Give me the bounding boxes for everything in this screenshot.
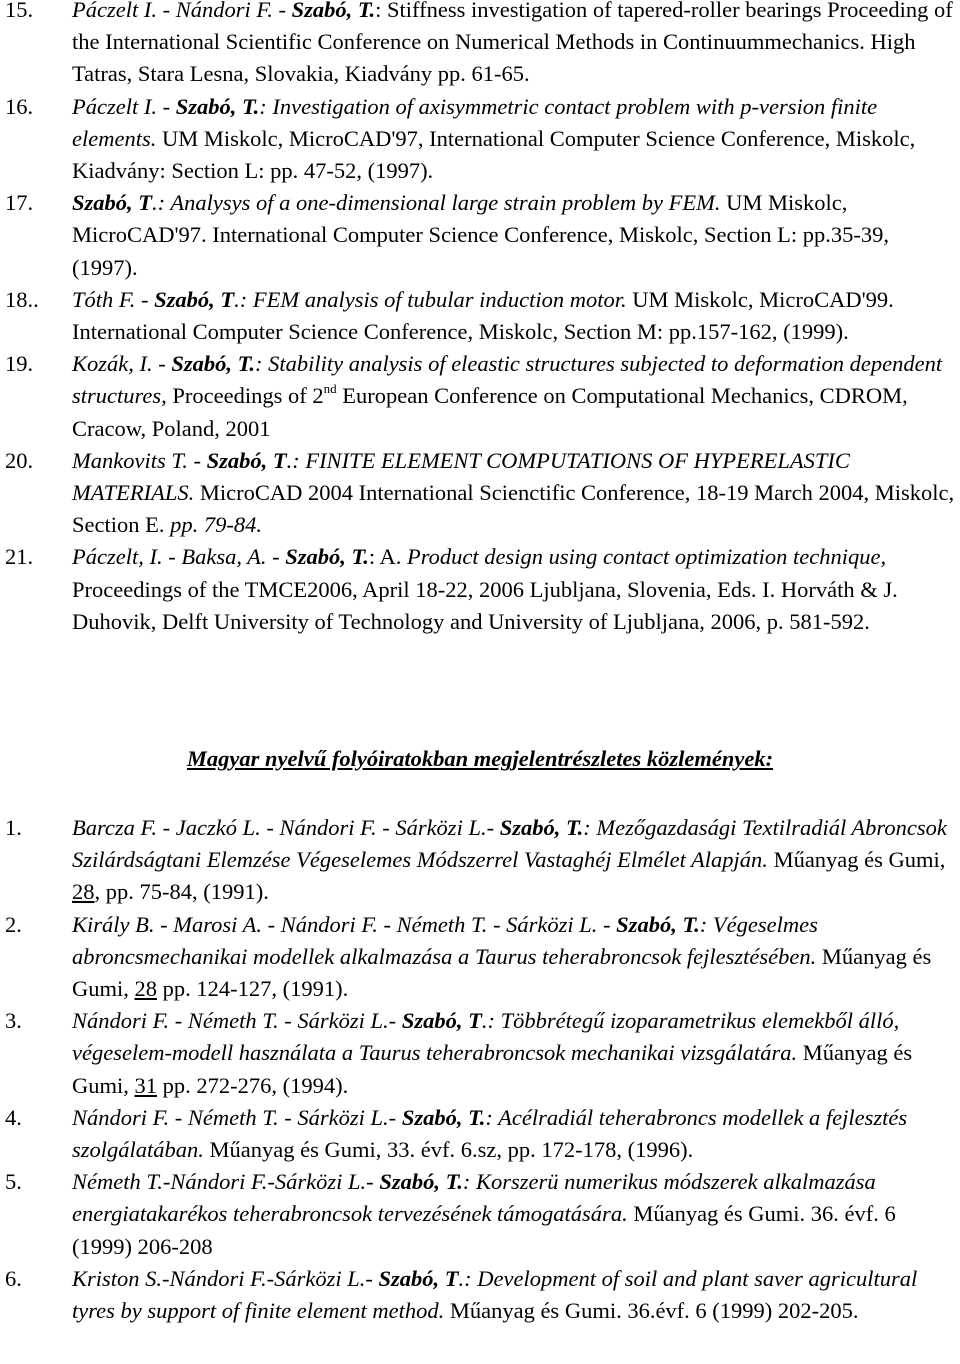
text-run: Páczelt I. - Nándori F. - bbox=[72, 0, 292, 22]
reference-item bbox=[5, 445, 960, 542]
reference-text bbox=[72, 287, 894, 344]
text-run: UM Miskolc, MicroCAD'99. International Computer Science Conference, Miskolc, Section M: pp.157-162, (1999). bbox=[72, 286, 894, 345]
text-run: .: Development of soil and plant saver agricultural tyres by support of finite element method. bbox=[72, 1265, 918, 1324]
text-run: Király B. - Marosi A. - Nándori F. - Németh T. - Sárközi L. - bbox=[72, 911, 617, 937]
text-run: Műanyag és Gumi, bbox=[767, 847, 946, 873]
text-run: Szabó, T bbox=[378, 1265, 459, 1291]
text-run: Kriston S.-Nándori F.-Sárközi L.- bbox=[72, 1265, 379, 1291]
text-run: Product design using contact optimization technique, bbox=[407, 544, 887, 570]
text-run: : Korszerü numerikus módszerek alkalmazása energiatakarékos teherabroncsok tervezésének támogatására. bbox=[72, 1169, 876, 1227]
text-run: : A. bbox=[368, 544, 407, 570]
text-run: MicroCAD 2004 International Scienctific Conference, 18-19 March 2004, Miskolc, Section E. bbox=[72, 480, 955, 538]
reference-number: 1. bbox=[5, 815, 22, 840]
text-run: : Acélradiál teherabroncs modellek a fejlesztés szolgálatában. bbox=[72, 1104, 908, 1163]
reference-text bbox=[72, 1169, 896, 1258]
reference-item bbox=[5, 909, 960, 1006]
reference-item bbox=[5, 812, 960, 909]
text-run: .: FINITE ELEMENT COMPUTATIONS OF HYPERELASTIC MATERIALS. bbox=[72, 447, 850, 506]
text-run: pp. 272-276, (1994). bbox=[157, 1072, 349, 1098]
text-run: Szabó, T. bbox=[171, 351, 255, 377]
reference-text bbox=[72, 190, 889, 279]
section-heading: Magyar nyelvű folyóiratokban megjelentrészletes közlemények: bbox=[186, 746, 774, 771]
text-run: , pp. 75-84, (1991). bbox=[94, 879, 269, 905]
text-run: Páczelt I. - bbox=[72, 93, 176, 119]
superscript: nd bbox=[323, 381, 337, 397]
reference-text bbox=[72, 1008, 912, 1097]
text-run: Szabó, T bbox=[401, 1008, 482, 1034]
text-run: Szabó, T. bbox=[175, 93, 260, 119]
text-run: : Stability analysis of eleastic structures subjected to deformation dependent structures, bbox=[72, 351, 943, 409]
text-run: Szabó, T bbox=[154, 286, 235, 312]
text-run: Műanyag és Gumi. 36.évf. 6 (1999) 202-205. bbox=[444, 1298, 859, 1324]
reference-text bbox=[72, 815, 947, 904]
text-run: Nándori F. - Németh T. - Sárközi L.- bbox=[72, 1008, 402, 1034]
reference-text bbox=[72, 351, 942, 440]
reference-text bbox=[72, 94, 915, 183]
text-run: pp. 79-84. bbox=[170, 512, 262, 538]
reference-number: 20. bbox=[5, 447, 34, 473]
reference-text bbox=[72, 0, 953, 86]
text-run: Tóth F. - bbox=[72, 286, 155, 312]
reference-text bbox=[72, 912, 931, 1001]
reference-item bbox=[5, 91, 960, 188]
reference-item bbox=[5, 1166, 960, 1263]
text-run: Szabó, T bbox=[72, 190, 153, 216]
text-run: : Investigation of axisymmetric contact problem with p-version finite elements. bbox=[72, 93, 878, 151]
text-run: Műanyag és Gumi. 36. évf. 6 (1999) 206-208 bbox=[72, 1201, 896, 1259]
reference-item bbox=[5, 284, 960, 348]
reference-item bbox=[5, 1263, 960, 1327]
reference-number: 21. bbox=[5, 544, 34, 570]
reference-number: 18.. bbox=[5, 286, 39, 312]
text-run: 28 bbox=[72, 879, 95, 905]
text-run: Szabó, T. bbox=[291, 0, 376, 22]
text-run: : Végeselmes abroncsmechanikai modellek alkalmazása a Taurus teherabroncsok fejlesztésében. bbox=[72, 911, 818, 969]
text-run: Mankovits T. - bbox=[72, 447, 207, 473]
text-run: : Mezőgazdasági Textilradiál Abroncsok Szilárdságtani Elemzése Végeselemes Módszerrel Vastaghéj Elmélet Alapján. bbox=[72, 815, 947, 873]
text-run: Műanyag és Gumi, 33. évf. 6.sz, pp. 172-178, (1996). bbox=[203, 1137, 694, 1163]
reference-number: 19. bbox=[5, 351, 34, 377]
reference-item bbox=[5, 1005, 960, 1102]
reference-text bbox=[72, 544, 898, 633]
text-run: 28 bbox=[134, 976, 158, 1002]
reference-item bbox=[5, 1102, 960, 1166]
text-run: pp. 124-127, (1991). bbox=[157, 976, 349, 1002]
text-run: Szabó, T. bbox=[499, 815, 584, 840]
text-run: Proceedings of 2 bbox=[166, 383, 324, 409]
text-run: Műanyag és Gumi, bbox=[72, 1040, 913, 1098]
reference-number: 16. bbox=[5, 93, 34, 119]
reference-number: 6. bbox=[5, 1265, 22, 1291]
text-run: : Stiffness investigation of tapered-roller bearings Proceeding of the International Scientific Conference on Numerical Methods in Continuummechanics. High Tatras, Stara Lesna, Slovakia, Kiadvány pp. 61-65. bbox=[72, 0, 953, 87]
reference-number: 15. bbox=[5, 0, 34, 22]
reference-number: 17. bbox=[5, 190, 34, 216]
text-run: UM Miskolc, MicroCAD'97, International Computer Science Conference, Miskolc, Kiadvány: Section L: pp. 47-52, (1997). bbox=[72, 125, 916, 184]
text-run: Kozák, I. - bbox=[72, 351, 172, 377]
text-run: Szabó, T. bbox=[379, 1169, 463, 1195]
text-run: Nándori F. - Németh T. - Sárközi L.- bbox=[72, 1104, 402, 1130]
text-run: European Conference on Computational Mechanics, CDROM, Cracow, Poland, 2001 bbox=[72, 383, 908, 441]
reference-number: 4. bbox=[5, 1104, 22, 1130]
text-run: Proceedings of the TMCE2006, April 18-22, 2006 Ljubljana, Slovenia, Eds. I. Horváth & J. Duhovik, Delft University of Technology and University of Ljubljana, 2006, p. 581-592. bbox=[72, 576, 898, 634]
text-run: Páczelt, I. - Baksa, A. - bbox=[72, 544, 286, 570]
reference-text bbox=[72, 1105, 907, 1162]
text-run: 31 bbox=[134, 1072, 158, 1098]
reference-number: 2. bbox=[5, 911, 22, 937]
text-run: Barcza F. - Jaczkó L. - Nándori F. - Sárközi L.- bbox=[72, 815, 500, 840]
text-run: Szabó, T bbox=[206, 447, 287, 473]
text-run: Szabó, T. bbox=[616, 911, 700, 937]
reference-number: 3. bbox=[5, 1008, 22, 1034]
reference-item bbox=[5, 187, 960, 284]
reference-item bbox=[5, 541, 960, 638]
text-run: .: FEM analysis of tubular induction motor. bbox=[234, 286, 627, 312]
text-run: Műanyag és Gumi, bbox=[72, 943, 932, 1002]
reference-item bbox=[5, 348, 960, 445]
reference-text bbox=[72, 1266, 917, 1323]
reference-number: 5. bbox=[5, 1169, 22, 1195]
text-run: UM Miskolc, MicroCAD'97. International Computer Science Conference, Miskolc, Section L: pp.35-39, (1997). bbox=[72, 190, 889, 280]
text-run: Szabó, T. bbox=[401, 1104, 486, 1130]
text-run: .: Többrétegű izoparametrikus elemekből álló, végeselem-modell használata a Taurus teherabroncsok mechanikai vizsgálatára. bbox=[72, 1008, 900, 1066]
text-run: Szabó, T. bbox=[285, 544, 369, 570]
reference-list-hungarian bbox=[5, 812, 960, 1327]
text-run: Németh T.-Nándori F.-Sárközi L.- bbox=[72, 1169, 380, 1195]
reference-list-international bbox=[5, 0, 960, 638]
reference-item bbox=[5, 0, 960, 91]
text-run: .: Analysys of a one-dimensional large strain problem by FEM. bbox=[152, 190, 721, 216]
reference-text bbox=[72, 448, 954, 537]
